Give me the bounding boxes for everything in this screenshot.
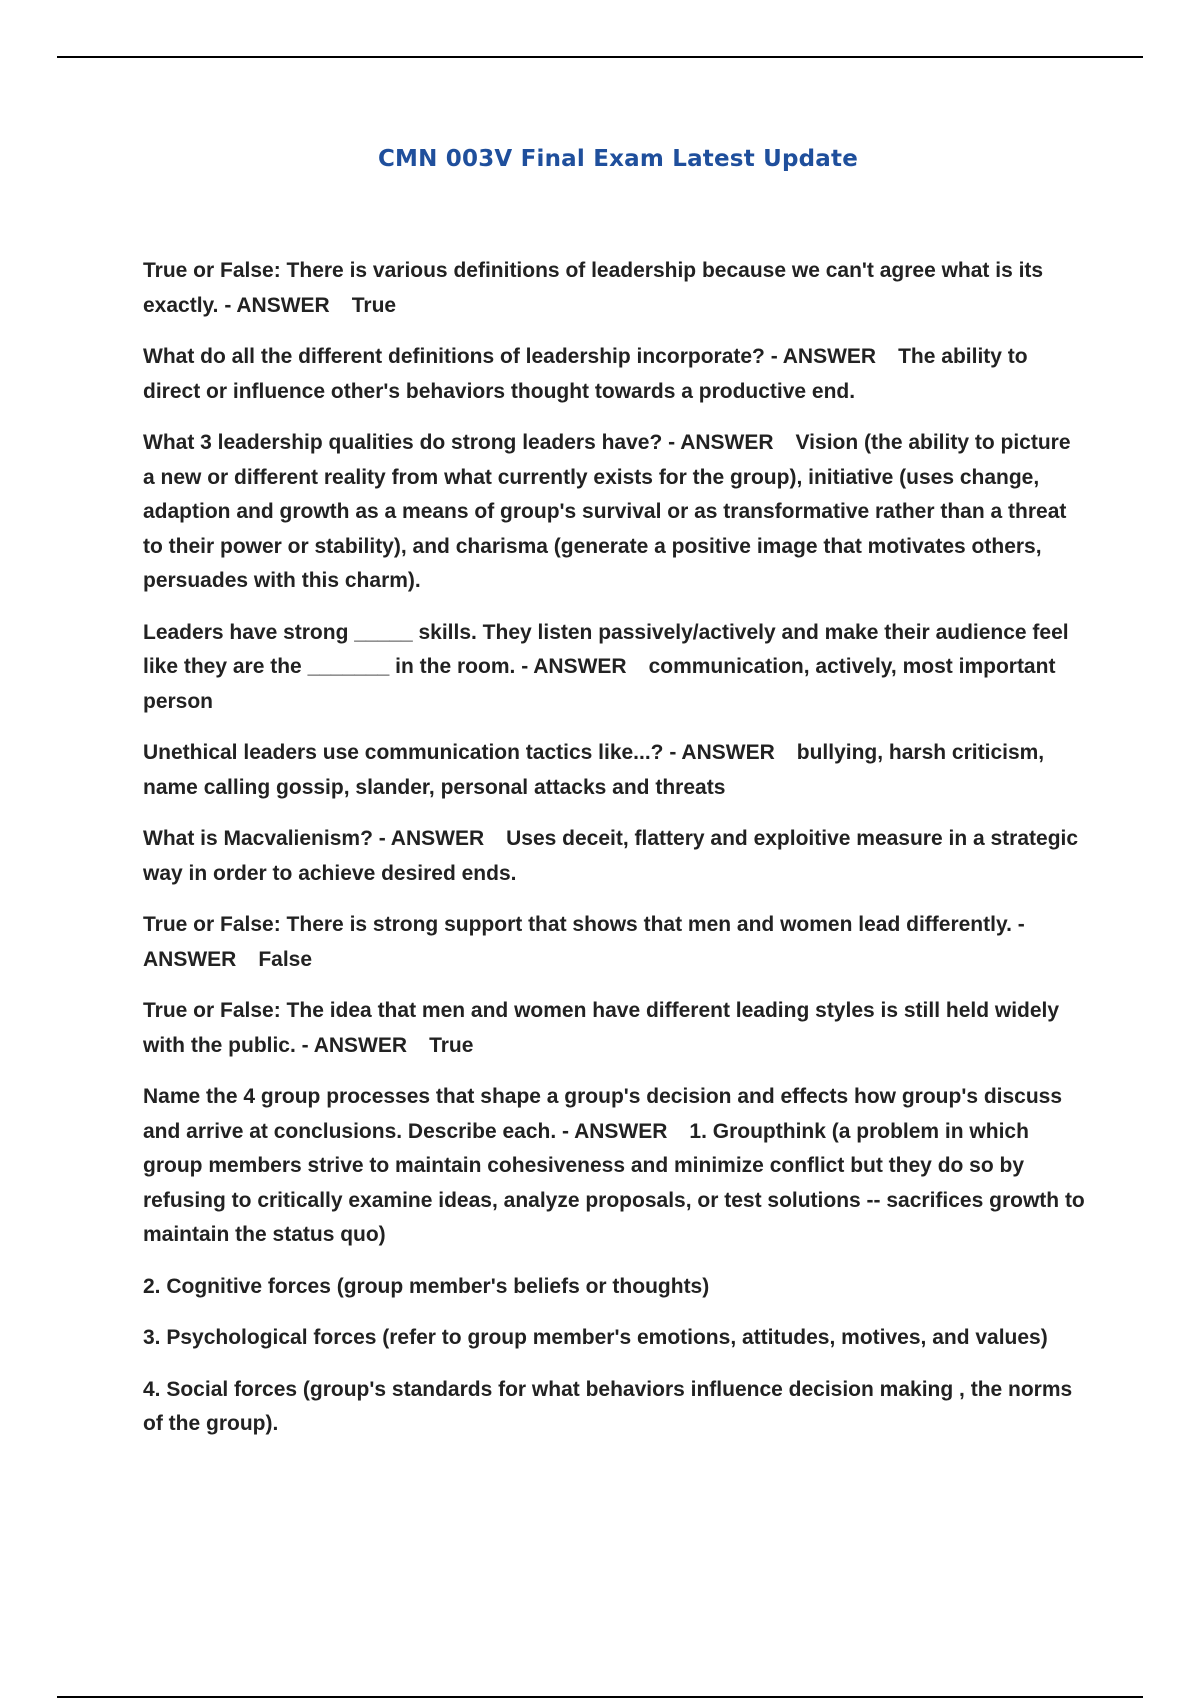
answer-marker: - ANSWER bbox=[669, 741, 775, 764]
answer-marker: - ANSWER bbox=[668, 431, 774, 454]
answer-text: False bbox=[258, 947, 313, 971]
qa-entry bbox=[143, 616, 1088, 720]
answer-marker: - ANSWER bbox=[378, 827, 485, 850]
question-text: True or False: The idea that men and women have different leading styles is still held widely with the public. bbox=[143, 999, 1060, 1057]
document-body bbox=[143, 254, 1088, 1459]
answer-text: Vision (the ability to picture a new or different reality from what currently exists for the group), initiative (uses change, adaption and growth as a means of group's survival or as transformative rather than a threat to their power or stability), and charisma (generate a positive image that motivates others, persuades with this charm). bbox=[143, 431, 1071, 592]
question-text: True or False: There is various definitions of leadership because we can't agree what is its exactly. bbox=[143, 259, 1044, 317]
answer-text: The ability to direct or influence other's behaviors thought towards a productive end. bbox=[143, 345, 1028, 403]
question-text: What 3 leadership qualities do strong leaders have? bbox=[143, 431, 663, 454]
answer-marker: - ANSWER bbox=[770, 345, 877, 368]
qa-entry bbox=[143, 822, 1088, 891]
question-text: Unethical leaders use communication tactics like...? bbox=[143, 741, 664, 764]
question-text: Name the 4 group processes that shape a group's decision and effects how group's discuss and arrive at conclusions. Describe each. bbox=[143, 1085, 1063, 1143]
bottom-rule bbox=[57, 1696, 1143, 1698]
qa-entry bbox=[143, 340, 1088, 409]
continuation-item: 4. Social forces (group's standards for what behaviors influence decision making , the norms of the group). bbox=[143, 1377, 1073, 1435]
answer-text: communication, actively, most important person bbox=[143, 655, 1056, 713]
question-text: True or False: There is strong support that shows that men and women lead differently. bbox=[143, 913, 1012, 936]
answer-text: Uses deceit, flattery and exploitive measure in a strategic way in order to achieve desired ends. bbox=[143, 827, 1079, 885]
qa-entry bbox=[143, 254, 1088, 323]
question-text: What is Macvalienism? bbox=[143, 827, 373, 850]
answer-text: 1. Groupthink (a problem in which group members strive to maintain cohesiveness and minimize conflict but they do so by refusing to critically examine ideas, analyze proposals, or test solutions -- sacrifices growth to maintain the status quo) bbox=[143, 1119, 1085, 1246]
qa-entry bbox=[143, 426, 1088, 599]
answer-marker: - ANSWER bbox=[143, 913, 1025, 971]
answer-marker: - ANSWER bbox=[301, 1033, 408, 1057]
document-title: CMN 003V Final Exam Latest Update bbox=[377, 146, 859, 172]
qa-entry bbox=[143, 908, 1088, 977]
top-rule bbox=[57, 56, 1143, 58]
question-text: What do all the different definitions of leadership incorporate? bbox=[143, 345, 765, 368]
continuation-item: 3. Psychological forces (refer to group member's emotions, attitudes, motives, and values) bbox=[143, 1326, 1048, 1349]
answer-text: bullying, harsh criticism, name calling gossip, slander, personal attacks and threats bbox=[143, 741, 1045, 799]
continuation-item: 2. Cognitive forces (group member's beliefs or thoughts) bbox=[143, 1274, 710, 1298]
answer-text: True bbox=[429, 1033, 474, 1057]
answer-marker: - ANSWER bbox=[562, 1119, 668, 1143]
answer-marker: - ANSWER bbox=[521, 655, 627, 678]
answer-marker: - ANSWER bbox=[224, 293, 330, 317]
qa-entry bbox=[143, 994, 1088, 1063]
qa-entry bbox=[143, 1080, 1088, 1253]
qa-entry bbox=[143, 736, 1088, 805]
answer-text: True bbox=[351, 293, 397, 317]
question-text: Leaders have strong _____ skills. They listen passively/actively and make their audience feel like they are the _______ in the room. bbox=[143, 620, 1069, 678]
